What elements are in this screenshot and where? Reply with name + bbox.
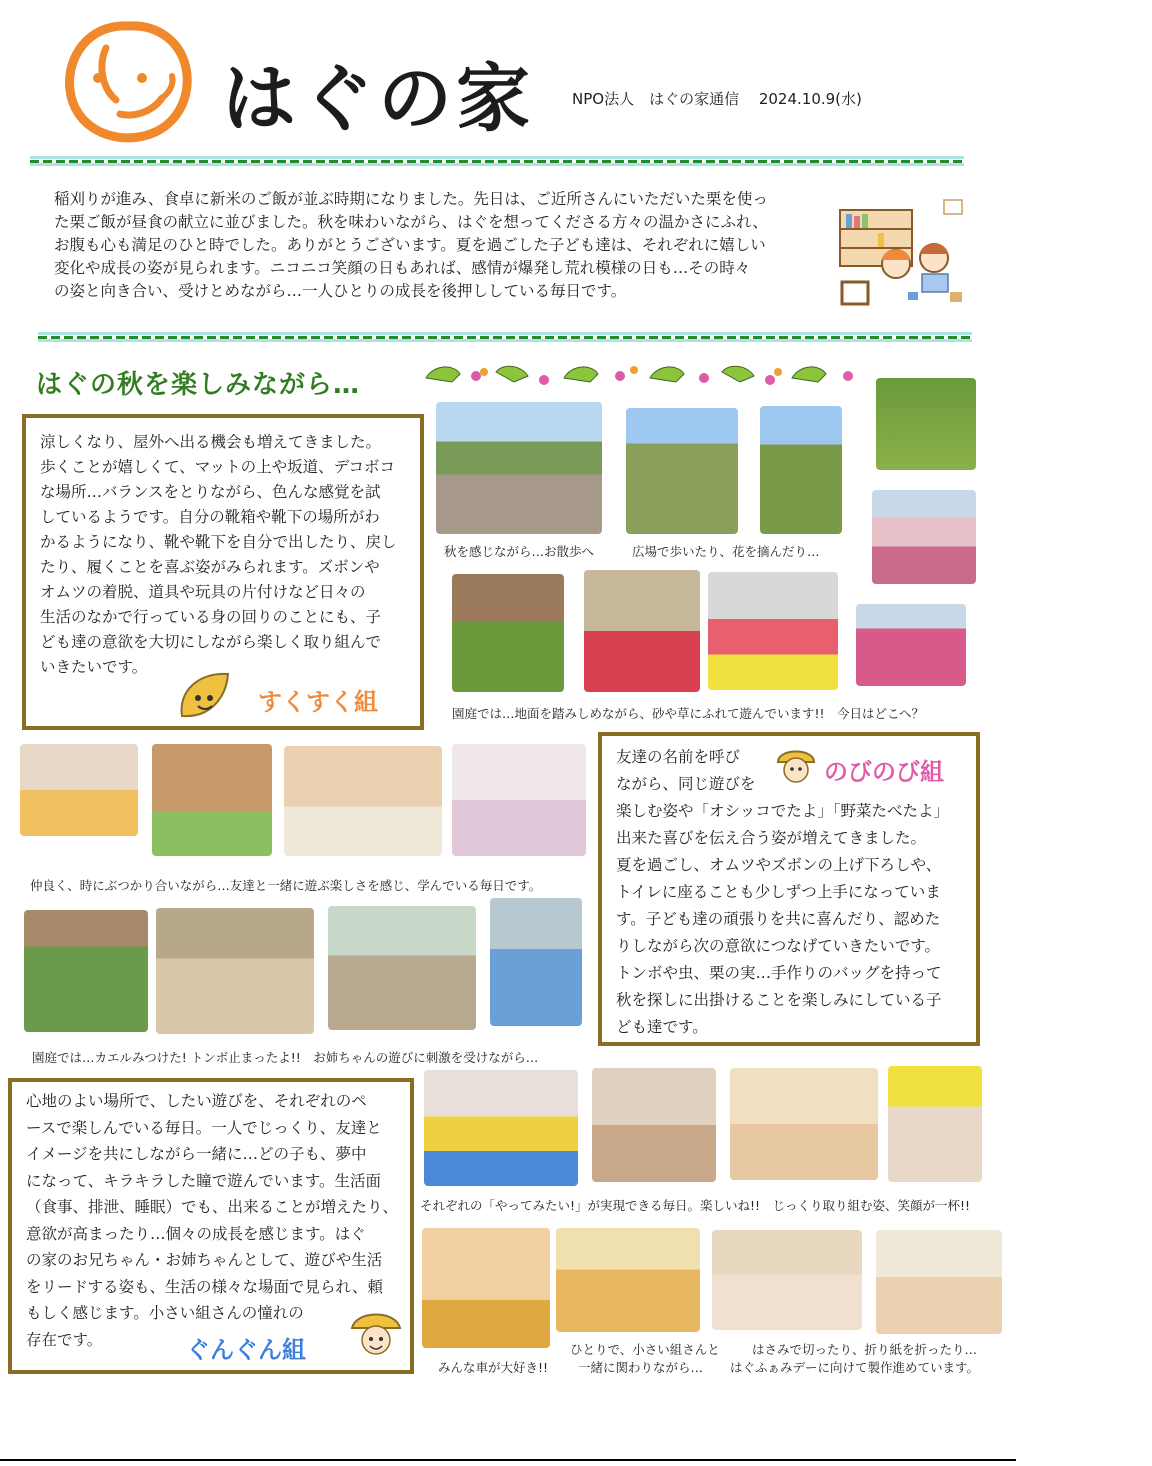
nobinobi-line: 秋を探しに出掛けることを楽しみにしている子 <box>616 991 942 1009</box>
photo-smiling-girl <box>888 1066 982 1182</box>
gungun-line: 心地のよい場所で、したい遊びを、それぞれのペ <box>26 1092 367 1110</box>
sukusuku-line: いきたいです。 <box>40 658 148 676</box>
photo-red-table <box>584 570 700 692</box>
photo-frog <box>24 910 148 1032</box>
caption-walk: 秋を感じながら…お散歩へ <box>444 544 595 559</box>
nobinobi-line: りしながら次の意欲につなげていきたいです。 <box>616 937 940 955</box>
nobinobi-line: ども達です。 <box>616 1018 708 1036</box>
publication-info: NPO法人 はぐの家通信 2024.10.9(水) <box>572 90 862 108</box>
gungun-line: になって、キラキラした瞳で遊んでいます。生活面 <box>26 1171 381 1190</box>
caption-scissors-line2: はぐふぁみデーに向けて製作進めています。 <box>730 1360 980 1375</box>
photo-walk <box>436 402 602 534</box>
photo-scissors <box>712 1230 862 1330</box>
gungun-line: イメージを共にしながら一緒に…どの子も、夢中 <box>26 1145 367 1163</box>
sukusuku-line: ども達の意欲を大切にしながら楽しく取り組んで <box>40 633 382 651</box>
gungun-line: ースで楽しんでいる毎日。一人でじっくり、友達と <box>26 1118 382 1137</box>
sukusuku-line: 歩くことが嬉しくて、マットの上や坂道、デコボコ <box>40 458 395 476</box>
gungun-line: （食事、排泄、睡眠）でも、出来ることが増えたり、 <box>26 1198 399 1216</box>
sukusuku-line: しているようです。自分の靴箱や靴下の場所がわ <box>40 508 380 526</box>
intro-line: 稲刈りが進み、食卓に新米のご飯が並ぶ時期になりました。先日は、ご近所さんにいただいた栗を使っ <box>54 190 768 208</box>
leaf-character-icon <box>348 1306 404 1366</box>
nobinobi-line: ながら、同じ遊びを <box>616 775 756 793</box>
photo-field-walk <box>626 408 738 534</box>
photo-garden-sand <box>452 574 564 692</box>
photo-drawing <box>452 744 586 856</box>
sukusuku-line: 涼しくなり、屋外へ出る機会も増えてきました。 <box>40 433 382 451</box>
intro-paragraph <box>54 188 834 303</box>
nobinobi-line: 出来た喜びを伝え合う姿が増えてきました。 <box>616 829 927 847</box>
sukusuku-line: かるようになり、靴や靴下を自分で出したり、戻し <box>40 533 397 551</box>
photo-puzzle-play <box>20 744 138 836</box>
bottom-rule <box>0 1459 1016 1461</box>
photo-craft-table <box>730 1068 878 1180</box>
photo-eating-play <box>152 744 272 856</box>
photo-car-toys <box>422 1228 550 1348</box>
nobinobi-line: トイレに座ることも少しずつ上手になっていま <box>616 883 941 901</box>
photo-toy-food <box>284 746 442 856</box>
intro-line: 変化や成長の姿が見られます。ニコニコ笑顔の日もあれば、感情が爆発し荒れ模様の日も…その時々 <box>54 259 751 277</box>
leaf-character-icon <box>774 742 818 788</box>
gungun-line: の家のお兄ちゃん・お姉ちゃんとして、遊びや生活 <box>26 1251 383 1269</box>
caption-alone-line1: ひとりで、小さい組さんと <box>570 1342 720 1357</box>
photo-origami <box>876 1230 1002 1334</box>
nobinobi-line: 夏を過ごし、オムツやズボンの上げ下ろしや、 <box>616 856 942 874</box>
gungun-line: 意欲が高まったり…個々の成長を感じます。はぐ <box>26 1224 366 1243</box>
caption-field: 広場で歩いたり、花を摘んだり… <box>632 544 820 559</box>
photo-stroller <box>872 490 976 584</box>
sukusuku-line: たり、履くことを喜ぶ姿がみられます。ズボンや <box>40 558 380 576</box>
intro-line: お腹も心も満足のひと時でした。ありがとうございます。夏を過ごした子ども達は、それぞれに嬉しい <box>54 236 766 254</box>
gungun-line: をリードする姿も、生活の様々な場面で見られ、頼 <box>26 1277 383 1296</box>
caption-scissors-line1: はさみで切ったり、折り紙を折ったり… <box>752 1342 978 1357</box>
reading-children-illustration-icon <box>838 196 970 306</box>
newsletter-title: はぐの家 <box>222 56 534 142</box>
photo-pot-play <box>708 572 838 690</box>
sukusuku-line: オムツの着脱、道具や玩具の片付けなど日々の <box>40 583 366 601</box>
photo-playroom <box>424 1070 578 1186</box>
nobinobi-line: トンボや虫、栗の実…手作りのバッグを持って <box>616 964 942 982</box>
sukusuku-line: な場所…バランスをとりながら、色んな感覚を試 <box>40 483 381 501</box>
nobinobi-line: 友達の名前を呼び <box>616 748 741 766</box>
caption-try: それぞれの「やってみたい!」が実現できる毎日。楽しいね!! じっくり取り組む姿、笑顔が一杯!! <box>420 1198 971 1213</box>
nobinobi-line: す。子ども達の頑張りを共に喜んだり、認めた <box>616 910 941 928</box>
caption-garden-frog: 園庭では…カエルみつけた! トンボ止まったよ!! お姉ちゃんの遊びに刺激を受けながら… <box>32 1050 539 1065</box>
leaf-character-icon <box>176 668 232 722</box>
photo-stroller-2 <box>856 604 966 686</box>
divider-mid <box>38 332 972 342</box>
gungun-line: もしく感じます。小さい組さんの憧れの <box>26 1304 304 1322</box>
gungun-group-name: ぐんぐん組 <box>186 1336 306 1364</box>
caption-friends: 仲良く、時にぶつかり合いながら…友達と一緒に遊ぶ楽しさを感じ、学んでいる毎日です。 <box>30 878 542 893</box>
bird-music-border-icon <box>424 358 864 390</box>
photo-hat-girl <box>490 898 582 1026</box>
nobinobi-line: 楽しむ姿や「オシッコでたよ」「野菜たべたよ」 <box>616 802 949 820</box>
photo-flower-pick <box>760 406 842 534</box>
gungun-line: 存在です。 <box>26 1330 103 1349</box>
caption-cars: みんな車が大好き!! <box>438 1360 549 1375</box>
photo-younger-friends <box>556 1228 700 1332</box>
hagu-logo-icon <box>58 18 198 148</box>
caption-alone-line2: 一緒に関わりながら… <box>578 1360 704 1375</box>
photo-picture-book <box>592 1068 716 1182</box>
sukusuku-line: 生活のなかで行っている身の回りのことにも、子 <box>40 608 382 626</box>
photo-big-sister <box>328 906 476 1030</box>
nobinobi-group-name: のびのび組 <box>824 758 944 786</box>
section-title: はぐの秋を楽しみながら… <box>36 370 361 400</box>
divider-top <box>30 156 964 166</box>
intro-line: の姿と向き合い、受けとめながら…一人ひとりの成長を後押ししている毎日です。 <box>54 282 627 300</box>
photo-dragonfly <box>156 908 314 1034</box>
intro-line: た栗ご飯が昼食の献立に並びました。秋を味わいながら、はぐを想ってくださる方々の温かさにふれ、 <box>54 213 768 231</box>
photo-grass-crouch <box>876 378 976 470</box>
sukusuku-group-name: すくすく組 <box>258 688 378 716</box>
caption-garden: 園庭では…地面を踏みしめながら、砂や草にふれて遊んでいます!! 今日はどこへ？ <box>452 706 925 721</box>
